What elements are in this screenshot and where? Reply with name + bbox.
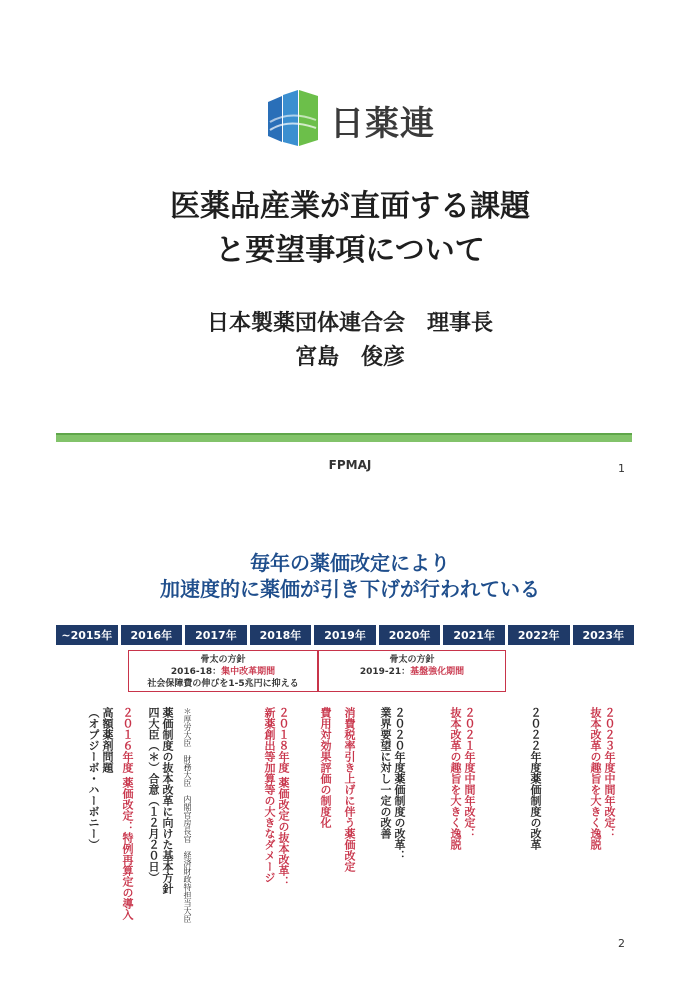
slide1-title-line1: 医薬品産業が直面する課題 [170, 189, 530, 224]
policy-box-heading: 骨太の方針 [389, 655, 435, 665]
year-cell: 2022年 [508, 625, 570, 645]
slide1-page-number: 1 [618, 462, 625, 475]
year-cell: 2016年 [121, 625, 183, 645]
column-line: ２０２３年度中間年改定： [603, 707, 616, 839]
slide1-divider [56, 433, 632, 442]
timeline-column-basic-policy [146, 707, 174, 894]
policy-box-period: 2019-21： [359, 667, 411, 677]
column-line: 費用対効果評価の制度化 [319, 707, 332, 828]
year-cell: 2018年 [250, 625, 312, 645]
policy-box-period: 2016-18： [170, 667, 222, 677]
timeline-column-2023-interim [588, 707, 616, 850]
column-line: 高額薬剤問題 [101, 707, 114, 773]
year-timeline-bar [56, 625, 634, 645]
column-line: 消費税率引き上げに伴う薬価改定 [343, 707, 356, 872]
timeline-column-consumption-tax [342, 707, 356, 872]
policy-box-detail: 社会保障費の伸びを1-5兆円に抑える [147, 679, 299, 689]
timeline-column-high-price-drugs [86, 707, 114, 850]
slide1-footer: FPMAJ [328, 458, 372, 472]
slide2-page-number: 2 [618, 937, 625, 950]
column-line: ２０２２年度薬価制度の改革 [529, 707, 542, 850]
column-line: 業界要望に対し一定の改善 [379, 707, 392, 839]
column-line: ２０２０年度薬価制度の改革： [393, 707, 406, 861]
column-line: ２０１８年度 薬価改定の抜本改革： [277, 707, 290, 887]
policy-box-period-row [129, 666, 317, 678]
jfpma-logo-icon [268, 90, 318, 146]
timeline-column-2016-revision [120, 707, 134, 920]
column-line: ２０１６年度 薬価改定：特例再算定の導入 [121, 707, 134, 920]
year-cell: 2019年 [314, 625, 376, 645]
year-cell: 2017年 [185, 625, 247, 645]
timeline-column-2020-reform [378, 707, 406, 861]
policy-box-2019-21 [318, 650, 506, 692]
column-line: 抜本改革の趣旨を大きく逸脱 [589, 707, 602, 850]
slide2-title-line2: 加速度的に薬価が引き下げが行われている [160, 577, 540, 601]
timeline-column-2018-revision [262, 707, 290, 887]
column-line: 抜本改革の趣旨を大きく逸脱 [449, 707, 462, 850]
slide1-title [0, 185, 700, 273]
policy-box-2016-18 [128, 650, 318, 692]
timeline-column-2022-reform [528, 707, 542, 850]
presenter-organization: 日本製薬団体連合会 理事長 [206, 311, 493, 336]
timeline-column-cost-effectiveness [318, 707, 332, 828]
policy-box-period-label: 集中改革期間 [221, 667, 276, 677]
year-cell: 2023年 [573, 625, 635, 645]
year-cell: ~2015年 [56, 625, 118, 645]
policy-box-period-label: 基盤強化期間 [410, 667, 465, 677]
policy-box-period-row [319, 666, 505, 678]
year-cell: 2020年 [379, 625, 441, 645]
presenter-name: 宮島 俊彦 [294, 345, 405, 370]
column-line: 薬価制度の抜本改革に向けた基本方針 [161, 707, 174, 894]
slide2-title-line1: 毎年の薬価改定により [250, 551, 450, 575]
column-line: 四大臣（＊）合意（１２月２０日） [147, 707, 160, 883]
column-line: ＊厚労大臣 財務大臣 内閣官房長官 経済財政特担当大臣 [183, 707, 192, 923]
column-line: ２０２１年度中間年改定： [463, 707, 476, 839]
column-line: 新薬創出等加算等の大きなダメージ [263, 707, 276, 883]
slide1-title-line2: と要望事項について [215, 233, 485, 268]
policy-box-heading: 骨太の方針 [200, 655, 246, 665]
timeline-column-four-ministers-note [182, 707, 193, 923]
timeline-column-2021-interim [448, 707, 476, 850]
year-cell: 2021年 [443, 625, 505, 645]
logo-text: 日薬連 [330, 104, 435, 144]
column-line: （オプジーボ・ハーボニー） [87, 707, 100, 850]
